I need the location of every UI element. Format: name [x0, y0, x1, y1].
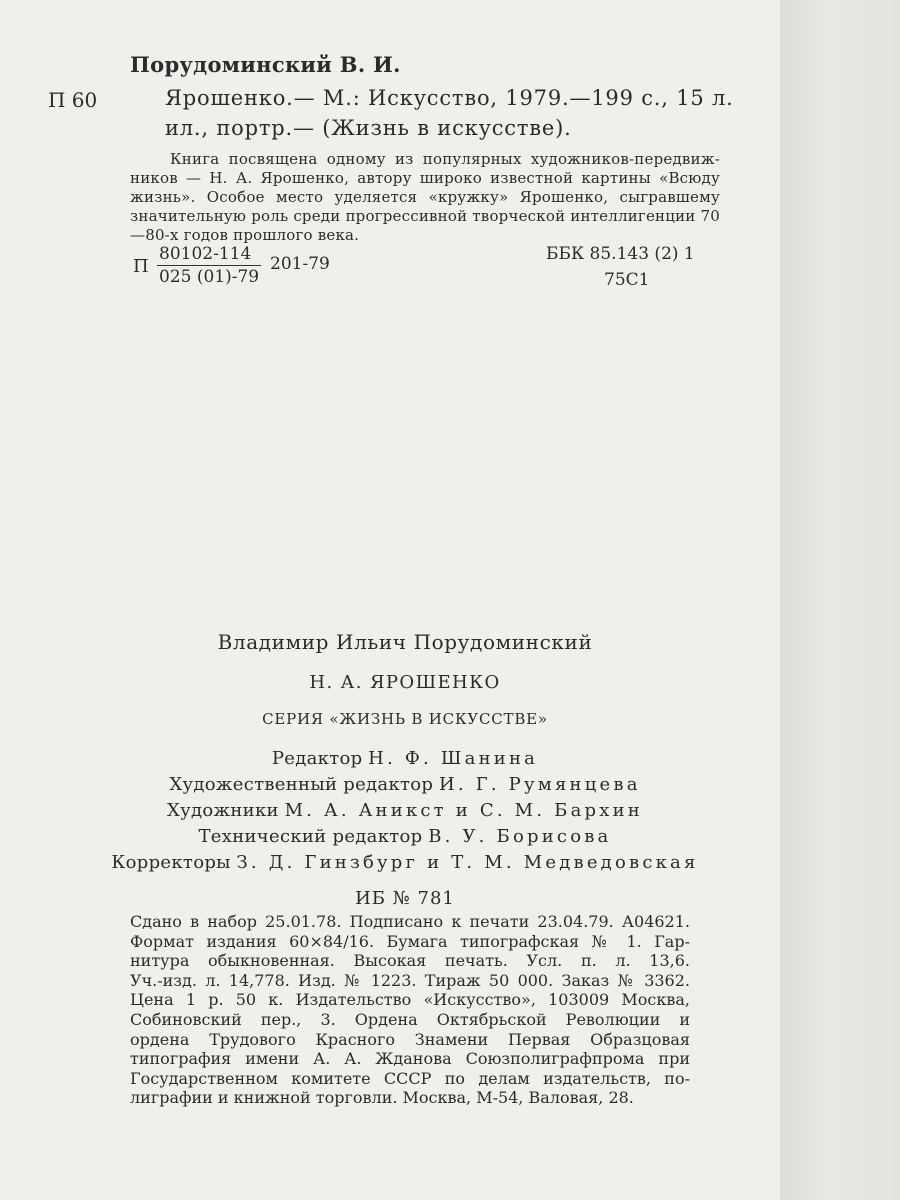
index-letter: П: [133, 256, 149, 277]
series-name: СЕРИЯ «ЖИЗНЬ В ИСКУССТВЕ»: [262, 710, 548, 728]
abstract-line: жизнь». Особое место уделяется «кружку» Ярошенко, сыгравшему: [130, 188, 720, 206]
colophon-line: Цена 1 р. 50 к. Издательство «Искусство», 103009 Москва,: [130, 990, 690, 1010]
bbk-subcode: 75С1: [604, 270, 650, 290]
credit-name: З. Д. Гинзбург и Т. М. Медведовская: [236, 852, 699, 873]
credit-line: [0, 772, 810, 798]
ib-number: ИБ № 781: [355, 888, 455, 909]
author-full-name: Владимир Ильич Порудоминский: [217, 630, 593, 654]
abstract: [130, 150, 720, 245]
author-heading: Порудоминский В. И.: [130, 52, 401, 77]
credit-name: В. У. Борисова: [428, 826, 612, 847]
credit-role: Художественный редактор: [169, 774, 434, 795]
credit-name: М. А. Аникст и С. М. Бархин: [284, 800, 643, 821]
colophon-line: нитура обыкновенная. Высокая печать. Усл. п. л. 13,6.: [130, 951, 690, 971]
index-year-code: 201-79: [270, 254, 330, 274]
credit-name: Н. Ф. Шанина: [368, 748, 539, 769]
index-denominator: 025 (01)-79: [159, 267, 260, 287]
colophon-line: Формат издания 60×84/16. Бумага типографская № 1. Гар-: [130, 931, 690, 951]
index-fraction: [157, 244, 261, 287]
credit-name: И. Г. Румянцева: [438, 774, 641, 795]
catalog-code: П 60: [48, 88, 98, 112]
bibliographic-line-2: ил., портр.— (Жизнь в искусстве).: [165, 116, 572, 140]
abstract-line: ников — Н. А. Ярошенко, автору широко известной картины «Всюду: [130, 169, 720, 187]
abstract-line: Книга посвящена одному из популярных художников-передвиж-: [170, 150, 720, 168]
credits-list: [0, 746, 810, 876]
credit-line: [0, 746, 810, 772]
next-page-edge: [780, 0, 900, 1200]
credit-line: [0, 824, 810, 850]
abstract-line: 70—80-х годов прошлого века.: [130, 207, 720, 244]
colophon-line: Сдано в набор 25.01.78. Подписано к печати 23.04.79. А04621.: [130, 912, 690, 931]
credit-line: [0, 850, 810, 876]
bibliographic-line-1: Ярошенко.— М.: Искусство, 1979.—199 с., 15 л.: [165, 86, 734, 110]
book-title: Н. А. ЯРОШЕНКО: [309, 672, 501, 693]
credit-role: Технический редактор: [198, 826, 423, 847]
colophon-line: Уч.-изд. л. 14,778. Изд. № 1223. Тираж 50 000. Заказ № 3362.: [130, 970, 690, 990]
index-numerator: 80102-114: [157, 244, 261, 266]
credit-role: Корректоры: [111, 852, 231, 873]
colophon-line: ордена Трудового Красного Знамени Первая Образцовая: [130, 1029, 690, 1049]
colophon-line: Государственном комитете СССР по делам издательств, по-: [130, 1068, 690, 1088]
credit-line: [0, 798, 810, 824]
credit-role: Художники: [167, 800, 279, 821]
colophon-line: лиграфии и книжной торговли. Москва, М-54, Валовая, 28.: [130, 1088, 634, 1108]
colophon: [130, 912, 690, 1108]
abstract-line: значительную роль среди прогрессивной творческой интеллигенции: [130, 207, 696, 225]
colophon-line: типография имени А. А. Жданова Союзполиграфпрома при: [130, 1049, 690, 1069]
bbk-code: ББК 85.143 (2) 1: [546, 244, 695, 264]
colophon-line: Собиновский пер., 3. Ордена Октябрьской Революции и: [130, 1009, 690, 1029]
credit-role: Редактор: [271, 748, 363, 769]
